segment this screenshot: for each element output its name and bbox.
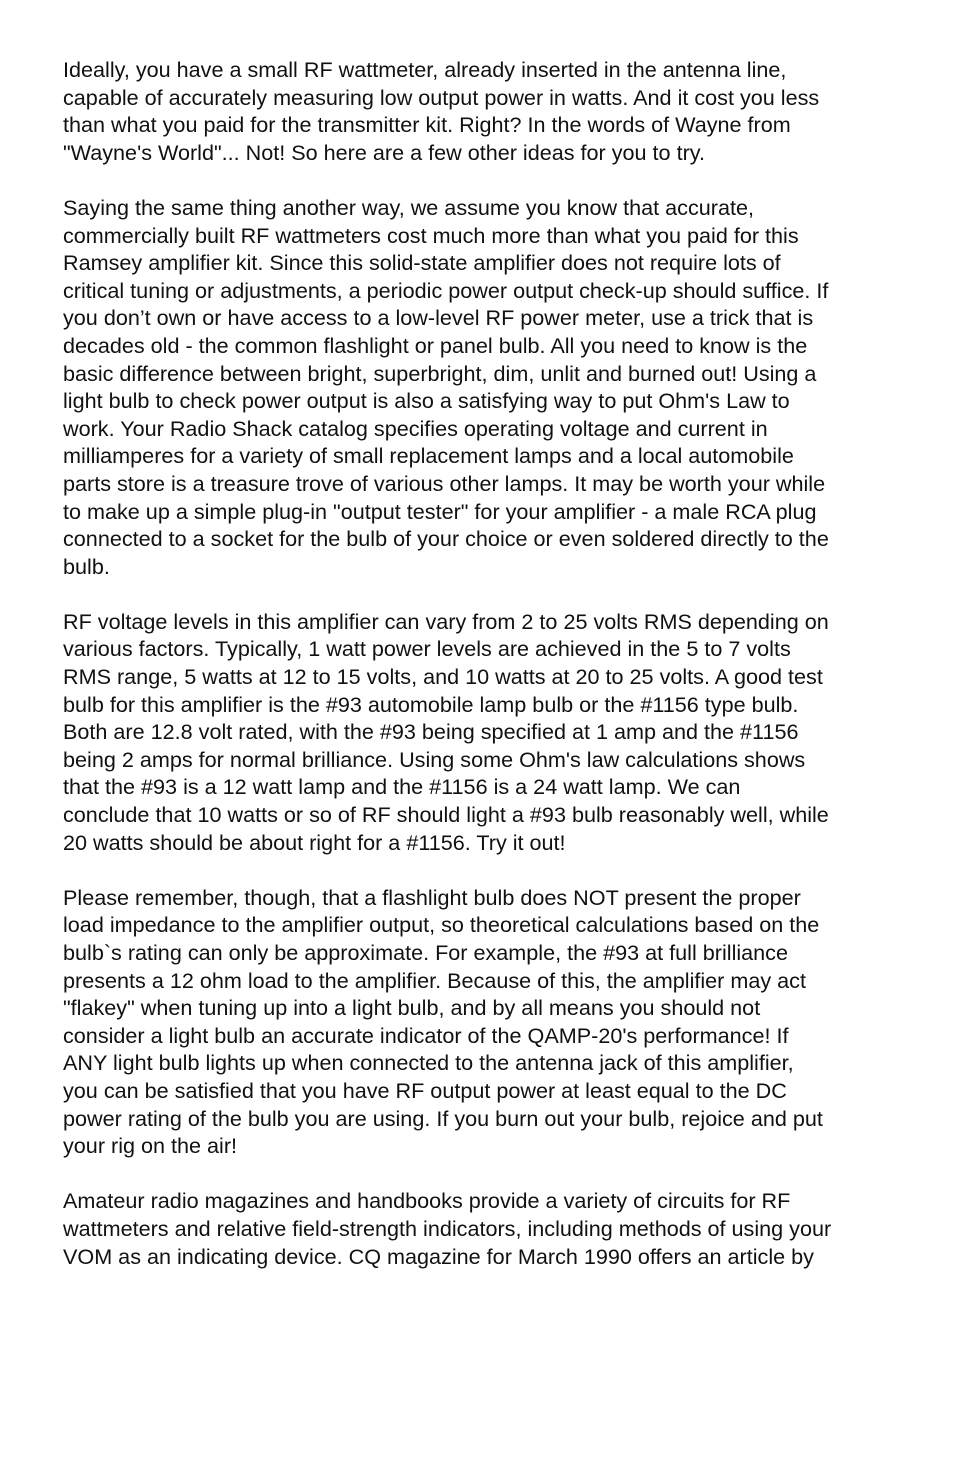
paragraph-load-impedance-warning: Please remember, though, that a flashlight bulb does NOT present the proper load impedance to the amplifier output, so theoretical calculations based on the bulb`s rating can only be approximate. For example, the #93 at full brilliance presents a 12 ohm load to the amplifier. Because of this, the amplifier may act "flakey" when tuning up into a light bulb, and by all means you should not consider a light bulb an accurate indicator of the QAMP-20's performance! If ANY light bulb lights up when connected to the antenna jack of this amplifier, you can be satisfied that you have RF output power at least equal to the DC power rating of the bulb you are using. If you burn out your bulb, rejoice and put your rig on the air!	[63, 884, 823, 1159]
document-page	[63, 56, 925, 1298]
paragraph-magazines-handbooks: Amateur radio magazines and handbooks provide a variety of circuits for RF wattmeters and relative field-strength indicators, including methods of using your VOM as an indicating device. CQ magazine for March 1990 offers an article by	[63, 1188, 832, 1269]
paragraph-wattmeter-intro: Ideally, you have a small RF wattmeter, already inserted in the antenna line, capable of accurately measuring low output power in watts. And it cost you less than what you paid for the transmitter kit. Right? In the words of Wayne from "Wayne's World"... Not! So here are a few other ideas for you to try.	[63, 57, 820, 165]
paragraph-bulb-trick: Saying the same thing another way, we assume you know that accurate, commercially built RF wattmeters cost much more than what you paid for this Ramsey amplifier kit. Since this solid-state amplifier does not require lots of critical tuning or adjustments, a periodic power output check-up should suffice. If you don’t own or have access to a low-level RF power meter, use a trick that is decades old - the common flashlight or panel bulb. All you need to know is the basic difference between bright, superbright, dim, unlit and burned out! Using a light bulb to check power output is also a satisfying way to put Ohm's Law to work. Your Radio Shack catalog specifies operating voltage and current in milliamperes for a variety of small replacement lamps and a local automobile parts store is a treasure trove of various other lamps. It may be worth your while to make up a simple plug-in "output tester" for your amplifier - a male RCA plug connected to a socket for the bulb of your choice or even soldered directly to the bulb.	[63, 194, 829, 579]
paragraph-rf-voltage-levels: RF voltage levels in this amplifier can vary from 2 to 25 volts RMS depending on various factors. Typically, 1 watt power levels are achieved in the 5 to 7 volts RMS range, 5 watts at 12 to 15 volts, and 10 watts at 20 to 25 volts. A good test bulb for this amplifier is the #93 automobile lamp bulb or the #1156 type bulb. Both are 12.8 volt rated, with the #93 being specified at 1 amp and the #1156 being 2 amps for normal brilliance. Using some Ohm's law calculations shows that the #93 is a 12 watt lamp and the #1156 is a 24 watt lamp. We can conclude that 10 watts or so of RF should light a #93 bulb reasonably well, while 20 watts should be about right for a #1156. Try it out!	[63, 608, 829, 855]
